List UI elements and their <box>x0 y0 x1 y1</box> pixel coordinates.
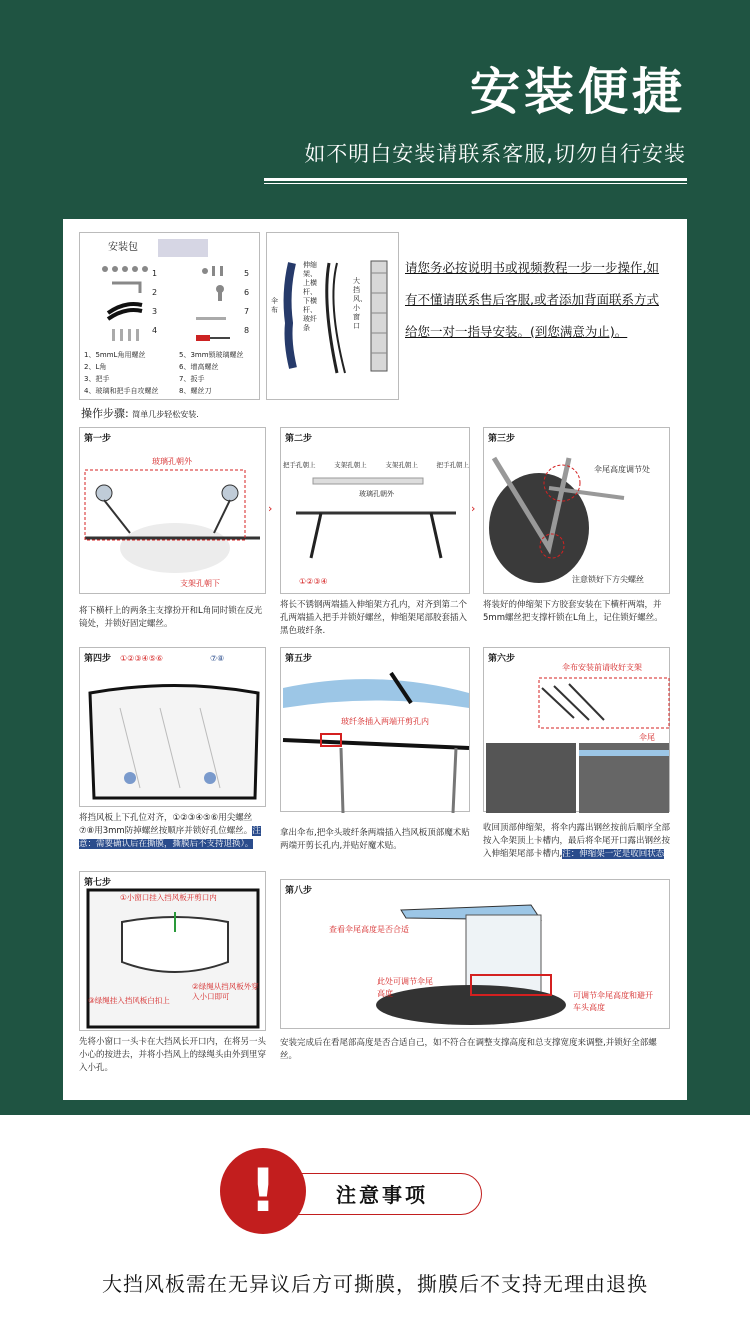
step-7-label: 第七步 <box>84 878 112 888</box>
step-4-desc-text: 将挡风板上下孔位对齐，①②③④⑤⑥用尖螺丝⑦⑧用3mm防掉螺丝按顺序并锁好孔位螺丝。 <box>79 813 253 836</box>
kit-legend-left <box>84 349 179 397</box>
kit-num: 1 <box>152 269 158 278</box>
install-kit-box <box>79 232 260 400</box>
kit-num: 3 <box>152 307 158 316</box>
step-4-label: 第四步 <box>84 654 112 664</box>
step-2-markers: ①②③④ <box>299 577 328 586</box>
kit-legend-item: 7、扳手 <box>179 375 205 383</box>
step-4-markers-2: ⑦⑧ <box>210 654 225 663</box>
step-6-callout: 伞尾 <box>639 733 655 742</box>
parts-frame-label: 伸缩架、上横杆、下横杆、玻纤条 <box>303 261 317 332</box>
install-notice: 请您务必按说明书或视频教程一步一步操作,如有不懂请联系售后客服,或者添加背面联系方式给您一对一指导安装。(到您满意为止)。 <box>405 260 659 339</box>
kit-legend-right <box>179 349 259 397</box>
step-7-panel <box>79 871 266 1031</box>
kit-parts-image <box>100 261 250 351</box>
parts-box <box>266 232 399 400</box>
kit-legend-item: 1、5mmL角用螺丝 <box>84 351 146 359</box>
kit-legend-item: 4、玻璃和把手自攻螺丝 <box>84 387 159 395</box>
parts-image <box>267 233 400 401</box>
divider-thin <box>264 183 687 184</box>
warning-text: 大挡风板需在无异议后方可撕膜，撕膜后不支持无理由退换 <box>102 1272 648 1296</box>
step-4-desc <box>79 812 266 851</box>
step-3-callout: 注意锁好下方尖螺丝 <box>572 575 644 584</box>
parts-umbrella-label: 伞布 <box>271 297 278 314</box>
kit-bag-image <box>158 239 208 257</box>
step-1-callout: 玻璃孔朝外 <box>152 457 192 466</box>
step-1-label: 第一步 <box>84 434 112 444</box>
step-4-image <box>80 648 267 808</box>
instruction-sheet <box>63 219 687 1100</box>
step-5-label: 第五步 <box>285 654 313 664</box>
step-3-label: 第三步 <box>488 434 516 444</box>
step-1-image <box>80 428 267 595</box>
kit-numbers-left <box>152 264 157 340</box>
step-3-image <box>484 428 671 595</box>
step-4-markers: ①②③④⑤⑥ <box>120 654 164 663</box>
step-6-label: 第六步 <box>488 654 516 664</box>
kit-title: 安装包 <box>108 242 138 253</box>
step-8-desc: 安装完成后在看尾部高度是否合适自己，如不符合在调整支撑高度和总支撑宽度来调整,并锁好全部螺丝。 <box>280 1038 657 1061</box>
step-7-callout: ①小窗口挂入挡风板开剪口内 <box>120 893 217 902</box>
arrow-right-icon: › <box>471 502 476 515</box>
step-6-desc-text: 收回顶部伸缩架，将伞内露出钢丝按前后顺序全部按入伞架顶上卡槽内，最后将伞尾开口露出钢丝按入伸缩架尾部卡槽内, <box>483 823 671 859</box>
kit-num: 6 <box>244 288 250 297</box>
kit-numbers-right <box>244 264 249 340</box>
step-6-callout: 伞布安装前请收好支架 <box>562 663 642 672</box>
step-2-callouts <box>283 460 469 469</box>
step-4-warning: 注意：需要确认后在撕膜，撕膜后不支持退换）。 <box>79 826 261 849</box>
step-4-panel <box>79 647 266 807</box>
step-8-callout: 查看伞尾高度是否合适 <box>329 925 409 934</box>
kit-legend-item: 3、把手 <box>84 375 110 383</box>
notice-banner <box>280 1173 482 1215</box>
step-5-panel <box>280 647 470 812</box>
step-7-callout: ③绿绳挂入挡风板白扣上 <box>88 996 170 1005</box>
kit-legend-item: 5、3mm锁玻璃螺丝 <box>179 351 244 359</box>
steps-heading <box>81 405 199 421</box>
step-1-callout: 支架孔朝下 <box>180 579 220 588</box>
exclamation-icon: ! <box>249 1156 277 1226</box>
step-2-callout: 把手孔朝上 <box>283 461 316 469</box>
step-5-callout: 玻纤条插入两端开剪孔内 <box>341 717 429 726</box>
step-2-desc: 将长不锈钢两端插入伸缩架方孔内，对齐到第二个孔两端插入把手并锁好螺丝，伸缩架尾部胶套插入黑色玻纤条. <box>280 600 468 636</box>
step-2-callout: 把手孔朝上 <box>436 461 469 469</box>
notice-title: 注意事项 <box>336 1183 428 1207</box>
step-7-callout: ②绿绳从挡风板外穿入小口即可 <box>192 982 259 1001</box>
page-title: 安装便捷 <box>470 63 686 121</box>
kit-legend-item: 2、L角 <box>84 363 107 371</box>
parts-windshield-label: 大挡风、小窗口 <box>353 277 367 330</box>
step-6-desc <box>483 822 670 861</box>
kit-num: 5 <box>244 269 250 278</box>
steps-heading-label: 操作步骤: <box>81 407 129 420</box>
step-2-image <box>281 428 471 595</box>
kit-num: 8 <box>244 326 250 335</box>
step-7-desc: 先将小窗口一头卡在大挡风长开口内，在将另一头小心的按进去，并将小挡风上的绿绳头由外到里穿入小孔。 <box>79 1037 267 1073</box>
step-3-panel <box>483 427 670 594</box>
kit-num: 2 <box>152 288 158 297</box>
step-1-desc: 将下横杆上的两条主支撑扮开和L角同时锁在反光镜处，并锁好固定螺丝。 <box>79 606 263 629</box>
step-8-callout: 可调节伞尾高度和避开车头高度 <box>573 991 653 1012</box>
warning-icon <box>220 1148 306 1234</box>
step-2-callout: 支架孔朝上 <box>385 461 418 469</box>
step-8-panel <box>280 879 670 1029</box>
kit-num: 4 <box>152 326 158 335</box>
arrow-right-icon: › <box>268 502 273 515</box>
step-2-callout: 玻璃孔朝外 <box>359 490 394 498</box>
step-5-image <box>281 648 471 813</box>
step-8-label: 第八步 <box>285 886 313 896</box>
step-6-warning: 注：伸缩架一定是收回状态 <box>562 849 665 859</box>
step-2-panel <box>280 427 470 594</box>
kit-num: 7 <box>244 307 250 316</box>
divider <box>264 178 687 181</box>
step-2-label: 第二步 <box>285 434 313 444</box>
step-3-callout: 伞尾高度调节处 <box>594 465 650 474</box>
step-2-callout: 支架孔朝上 <box>334 461 367 469</box>
kit-legend-item: 6、增高螺丝 <box>179 363 219 371</box>
step-8-callout: 此处可调节伞尾高度 <box>377 977 433 998</box>
step-3-desc: 将装好的伸缩架下方胶套安装在下横杆两端，并5mm螺丝把支撑杆锁在L角上，记住锁好螺丝。 <box>483 600 663 623</box>
step-1-panel <box>79 427 266 594</box>
page-subtitle: 如不明白安装请联系客服,切勿自行安装 <box>304 142 686 166</box>
kit-legend-item: 8、螺丝刀 <box>179 387 212 395</box>
step-5-desc: 拿出伞布,把伞头玻纤条两端插入挡风板顶部魔术贴两端开剪长孔内,并贴好魔术贴。 <box>280 828 470 851</box>
steps-heading-desc: 简单几步轻松安装. <box>132 410 199 419</box>
step-6-panel <box>483 647 670 812</box>
